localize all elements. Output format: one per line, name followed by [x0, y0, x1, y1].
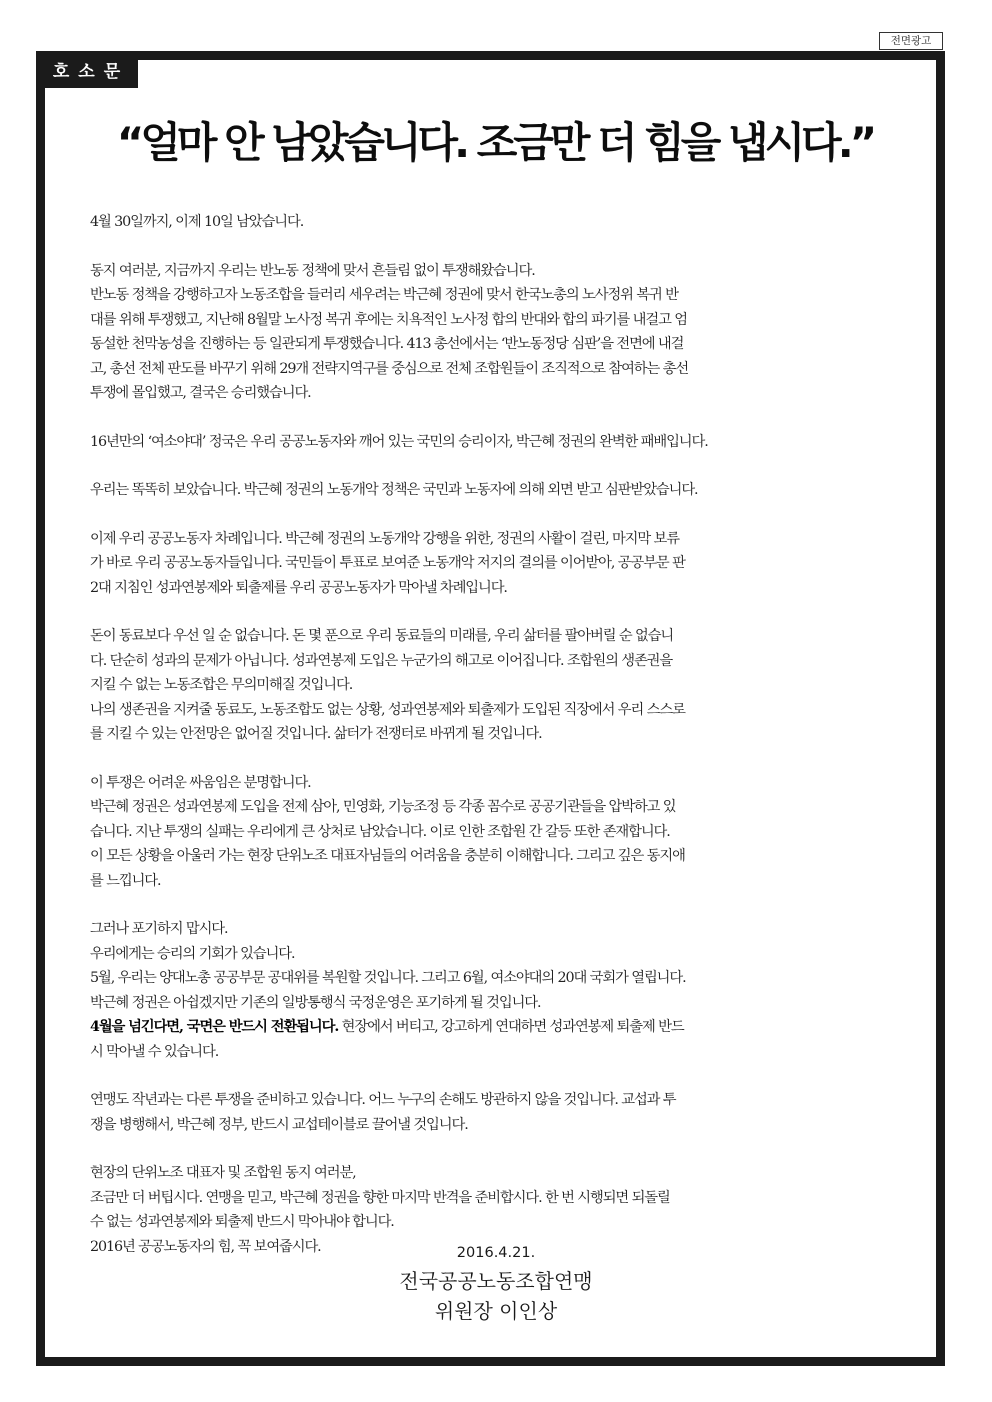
signature-organization: 전국공공노동조합연맹	[399, 1269, 593, 1293]
signature-name: 위원장 이인상	[434, 1299, 558, 1323]
emphasis-line	[90, 1015, 898, 1040]
full-page-ad-tag: 전면광고	[879, 32, 943, 50]
paragraph-line: 16년만의 ‘여소야대’ 정국은 우리 공공노동자와 깨어 있는 국민의 승리이자, 박근혜 정권의 완벽한 패배입니다.	[90, 433, 708, 450]
paragraph-line: 돈이 동료보다 우선 일 순 없습니다. 돈 몇 푼으로 우리 동료들의 미래를, 우리 삶터를 팔아버릴 순 없습니	[90, 628, 674, 644]
paragraph-line: 5월, 우리는 양대노총 공공부문 공대위를 복원할 것입니다. 그리고 6월, 여소야대의 20대 국회가 열립니다.	[90, 970, 686, 986]
signature-block	[300, 1240, 692, 1326]
appeal-body	[90, 210, 898, 1259]
paragraph-line: 연맹도 작년과는 다른 투쟁을 준비하고 있습니다. 어느 누구의 손해도 방관하지 않을 것입니다. 교섭과 투	[90, 1092, 676, 1108]
paragraph-line: 동설한 천막농성을 진행하는 등 일관되게 투쟁했습니다. 413 총선에서는 ‘반노동정당 심판’을 전면에 내걸	[90, 336, 684, 352]
paragraph-line: 2016년 공공노동자의 힘, 꼭 보여줍시다.	[90, 1238, 321, 1255]
paragraph-line: 현장의 단위노조 대표자 및 조합원 동지 여러분,	[90, 1165, 356, 1181]
paragraph-line: 우리에게는 승리의 기회가 있습니다.	[90, 945, 295, 962]
paragraph-line: 지킬 수 없는 노동조합은 무의미해질 것입니다.	[90, 677, 353, 693]
paragraph-line: 가 바로 우리 공공노동자들입니다. 국민들이 투표로 보여준 노동개악 저지의 결의를 이어받아, 공공부문 판	[90, 555, 685, 571]
paragraph-line: 2대 지침인 성과연봉제와 퇴출제를 우리 공공노동자가 막아낼 차례입니다.	[90, 579, 507, 596]
paragraph-line: 박근혜 정권은 성과연봉제 도입을 전제 삼아, 민영화, 기능조정 등 각종 꼼수로 공공기관들을 압박하고 있	[90, 799, 676, 815]
paragraph-line: 고, 총선 전체 판도를 바꾸기 위해 29개 전략지역구를 중심으로 전체 조합원들이 조직적으로 참여하는 총선	[90, 360, 689, 377]
paragraph-line: 다. 단순히 성과의 문제가 아닙니다. 성과연봉제 도입은 누군가의 해고로 이어집니다. 조합원의 생존권을	[90, 652, 673, 669]
paragraph-line: 조금만 더 버팁시다. 연맹을 믿고, 박근혜 정권을 향한 마지막 반격을 준비합시다. 한 번 시행되면 되돌릴	[90, 1189, 670, 1206]
paragraph-line: 를 지킬 수 있는 안전망은 없어질 것입니다. 삶터가 전쟁터로 바뀌게 될 것입니다.	[90, 726, 542, 742]
emphasis-bold-text: 4월을 넘긴다면, 국면은 반드시 전환됩니다.	[90, 1019, 339, 1035]
paragraph-line: 반노동 정책을 강행하고자 노동조합을 들러리 세우려는 박근혜 정권에 맞서 한국노총의 노사정위 복귀 반	[90, 287, 678, 303]
paragraph-line: 4월 30일까지, 이제 10일 남았습니다.	[90, 214, 304, 230]
paragraph-line: 그러나 포기하지 맙시다.	[90, 921, 228, 937]
paragraph-line: 쟁을 병행해서, 박근혜 정부, 반드시 교섭테이블로 끌어낼 것입니다.	[90, 1116, 468, 1133]
paragraph-line: 를 느낍니다.	[90, 872, 161, 889]
appeal-label: 호소문	[44, 57, 138, 88]
paragraph-line: 우리는 똑똑히 보았습니다. 박근혜 정권의 노동개악 정책은 국민과 노동자에 의해 외면 받고 심판받았습니다.	[90, 482, 698, 498]
paragraph-line: 대를 위해 투쟁했고, 지난해 8월말 노사정 복귀 후에는 치욕적인 노사정 합의 반대와 합의 파기를 내걸고 엄	[90, 311, 687, 328]
paragraph-line: 습니다. 지난 투쟁의 실패는 우리에게 큰 상처로 남았습니다. 이로 인한 조합원 간 갈등 또한 존재합니다.	[90, 823, 670, 840]
headline: “얼마 안 남았습니다. 조금만 더 힘을 냅시다.”	[116, 118, 874, 167]
paragraph-line: 박근혜 정권은 아쉽겠지만 기존의 일방통행식 국정운영은 포기하게 될 것입니다.	[90, 994, 541, 1011]
paragraph-line: 이제 우리 공공노동자 차례입니다. 박근혜 정권의 노동개악 강행을 위한, 정권의 사활이 걸린, 마지막 보류	[90, 530, 679, 547]
emphasis-rest-text: 현장에서 버티고, 강고하게 연대하면 성과연봉제 퇴출제 반드	[338, 1019, 684, 1035]
paragraph-line: 이 투쟁은 어려운 싸움임은 분명합니다.	[90, 774, 311, 791]
signature-date: 2016.4.21.	[456, 1245, 536, 1261]
paragraph-line: 투쟁에 몰입했고, 결국은 승리했습니다.	[90, 385, 311, 401]
paragraph-line: 이 모든 상황을 아울러 가는 현장 단위노조 대표자님들의 어려움을 충분히 이해합니다. 그리고 깊은 동지애	[90, 848, 685, 864]
paragraph-line: 시 막아낼 수 있습니다.	[90, 1043, 219, 1060]
paragraph-line: 나의 생존권을 지켜줄 동료도, 노동조합도 없는 상황, 성과연봉제와 퇴출제가 도입된 직장에서 우리 스스로	[90, 701, 685, 718]
paragraph-line: 동지 여러분, 지금까지 우리는 반노동 정책에 맞서 흔들림 없이 투쟁해왔습니다.	[90, 262, 535, 279]
paragraph-line: 수 없는 성과연봉제와 퇴출제 반드시 막아내야 합니다.	[90, 1214, 394, 1230]
